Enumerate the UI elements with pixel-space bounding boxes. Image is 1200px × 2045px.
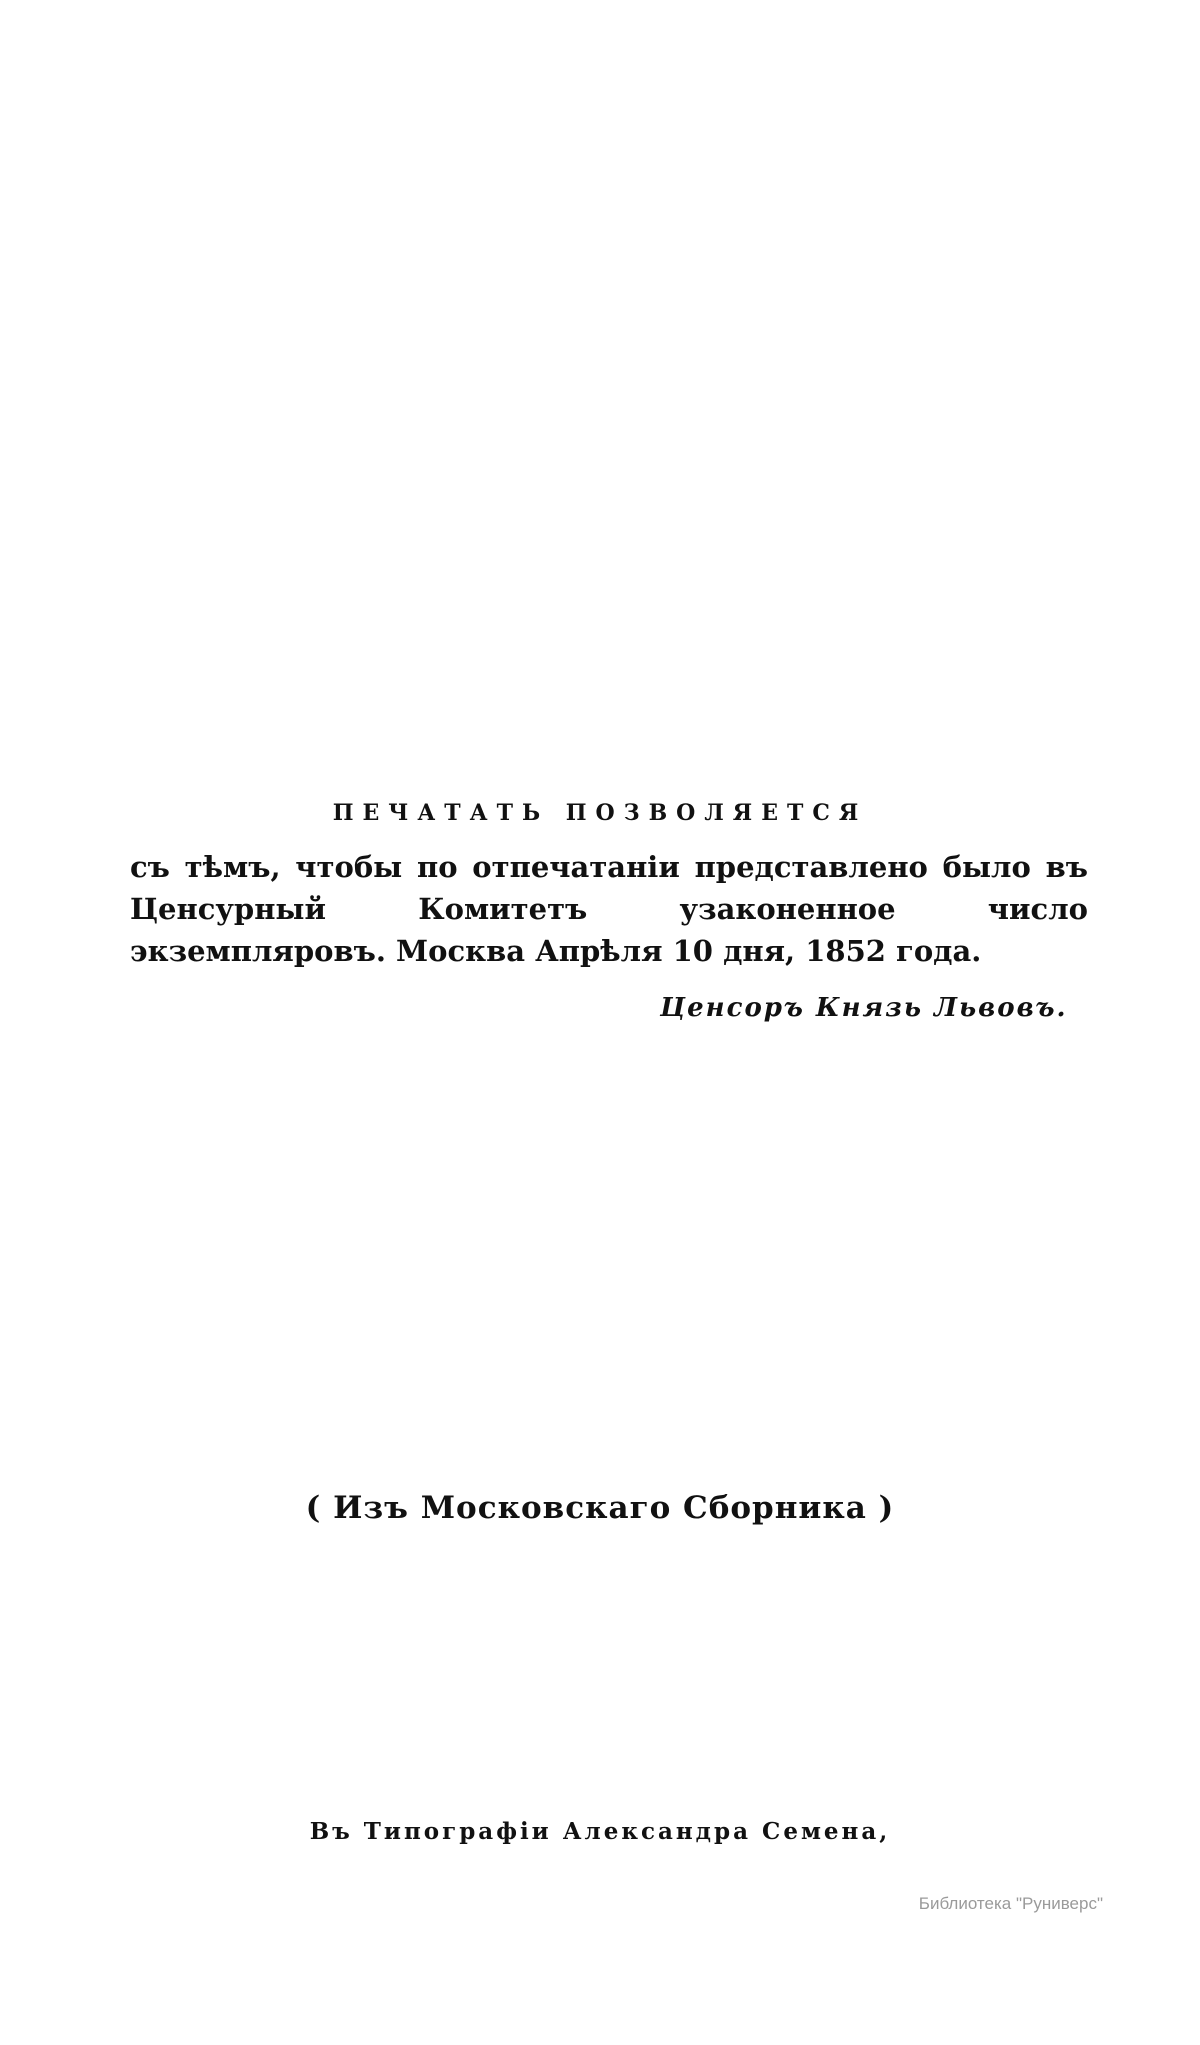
printer-imprint: Въ Типографіи Александра Семена, — [309, 1818, 891, 1845]
censor-signature: Ценсоръ Князь Львовъ. — [660, 993, 1068, 1023]
censorship-heading: ПЕЧАТАТЬ ПОЗВОЛЯЕТСЯ — [332, 800, 868, 826]
censorship-text-rest: чтобы по отпечатаніи представлено было въ Ценсурный Комитетъ узаконенное число экземпляровъ. Москва Апрѣля 10 дня, 1852 года. — [130, 850, 1088, 968]
source-note: ( Изъ Московскаго Сборника ) — [305, 1490, 895, 1526]
censorship-text-lead: съ тѣмъ, — [130, 850, 281, 884]
library-watermark: Библиотека "Руниверс" — [918, 1894, 1103, 1913]
censorship-text — [130, 846, 1088, 972]
